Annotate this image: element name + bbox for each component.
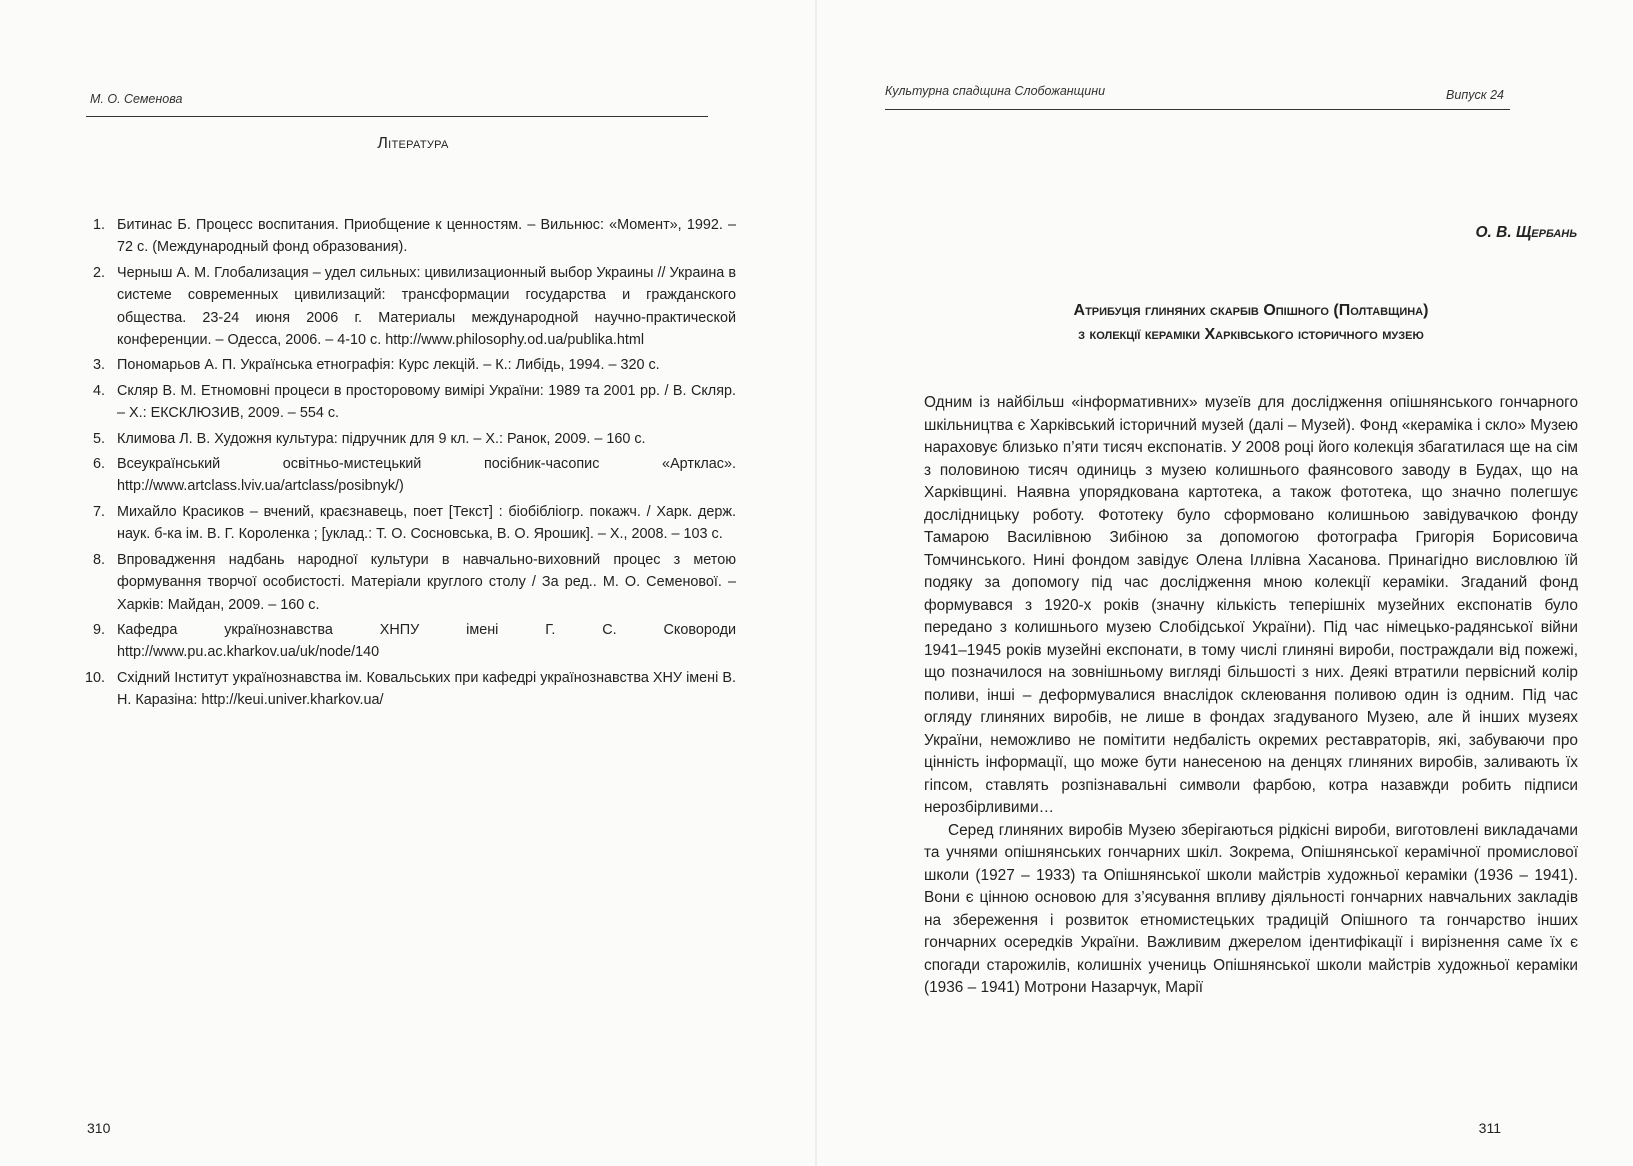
running-head-issue: Випуск 24 [1446, 88, 1504, 102]
page-number: 311 [1478, 1120, 1501, 1136]
reference-text: Битинас Б. Процесс воспитания. Приобщение к ценностям. – Вильнюс: «Момент», 1992. – 72 с. (Международный фонд образования). [117, 217, 736, 256]
reference-number: 8. [92, 551, 105, 568]
reference-item [85, 262, 736, 352]
reference-item [85, 214, 736, 259]
reference-text: Черныш А. М. Глобализация – удел сильных: цивилизационный выбор Украины // Украина в системе современных цивилизаций: трансформации государства и гражданского общества. 23-24 июня 2006 г. Материалы международной научно-практической конференции. – Одесса, 2006. – 4-10 с. http://www.philosophy.od.ua/publika.html [117, 264, 736, 349]
article-body [924, 392, 1578, 1000]
running-head-author: М. О. Семенова [90, 92, 183, 106]
reference-number: 10. [85, 669, 106, 686]
page-number: 310 [87, 1120, 111, 1136]
reference-number: 4. [92, 382, 105, 399]
right-page [816, 0, 1633, 1166]
reference-item [85, 501, 736, 546]
reference-item [85, 667, 736, 712]
article-title [926, 299, 1576, 347]
reference-item [85, 549, 736, 616]
article-title-line-2: з колекції кераміки Харківського історичного музею [1078, 326, 1424, 343]
reference-number: 6. [92, 456, 105, 473]
reference-item [85, 354, 736, 376]
reference-item [85, 453, 736, 498]
reference-number: 2. [92, 264, 105, 281]
reference-text: Михайло Красиков – вчений, краєзнавець, поет [Текст] : біобібліогр. покажч. / Харк. держ. наук. б-ка ім. В. Г. Короленка ; [уклад.: Т. О. Сосновська, В. О. Ярошик]. – Х., 2008. – 103 с. [117, 503, 736, 543]
reference-text: Кафедра українознавства ХНПУ імені Г. С. Сковороди http://www.pu.ac.kharkov.ua/uk/node/140 [117, 621, 736, 661]
reference-item [85, 380, 736, 425]
reference-text: Пономарьов А. П. Українська етнографія: Курс лекцій. – К.: Либідь, 1994. – 320 с. [117, 357, 660, 374]
reference-text: Скляр В. М. Етномовні процеси в просторовому вимірі України: 1989 та 2001 рр. / В. Скляр. – Х.: ЕКСКЛЮЗИВ, 2009. – 554 с. [117, 382, 736, 422]
article-author [1475, 224, 1577, 242]
reference-number: 3. [92, 357, 105, 374]
header-rule [86, 116, 708, 117]
reference-number: 5. [92, 430, 105, 447]
reference-number: 1. [92, 217, 105, 233]
reference-text: Впровадження надбань народної культури в навчально-виховний процес з метою формування творчої особистості. Матеріали круглого столу / За ред.. М. О. Семенової. – Харків: Майдан, 2009. – 160 с. [117, 551, 736, 613]
reference-number: 9. [92, 621, 105, 638]
article-title-line-1: Атрибуція глиняних скарбів Опішного (Полтавщина) [1073, 302, 1429, 319]
left-page [0, 0, 816, 1166]
section-title: Література [377, 135, 449, 152]
reference-number: 7. [92, 503, 105, 520]
running-head-journal: Культурна спадщина Слобожанщини [885, 84, 1106, 98]
author-initials: О. В. [1475, 224, 1512, 241]
header-rule [885, 109, 1510, 110]
reference-text: Східний Інститут українознавства ім. Ковальських при кафедрі українознавства ХНУ імені В. Н. Каразіна: http://keui.univer.kharkov.ua/ [117, 669, 736, 709]
reference-item [85, 619, 736, 664]
paragraph: Серед глиняних виробів Музею зберігаються рідкісні вироби, виготовлені викладачами та учнями опішнянських гончарних шкіл. Зокрема, Опішнянської керамічної промислової школи (1927 – 1933) та Опішнянської школи майстрів художньої кераміки (1936 – 1941). Вони є цінною основою для з’ясування впливу діяльності гончарних навчальних закладів на збереження і розвиток етномистецьких традицій Опішного та гончарство інших гончарних осередків України. Важливим джерелом ідентифікації і вирізнення саме їх є спогади старожилів, колишніх учениць Опішнянської школи майстрів художньої кераміки (1936 – 1941) Мотрони Назарчук, Марії [924, 821, 1578, 996]
reference-text: Всеукраїнський освітньо-мистецький посібник-часопис «Артклас». http://www.artclass.lviv.ua/artclass/posibnyk/) [117, 456, 736, 495]
paragraph: Одним із найбільш «інформативних» музеїв для дослідження опішнянського гончарного шкільництва є Харківський історичний музей (далі – Музей). Фонд «кераміка і скло» Музею нараховує близько п’яти тисяч експонатів. У 2008 році його колекція збагатилася ще на сім з половиною тисяч одиниць з музею колишнього фаянсового заводу в Будах, що на Харківщині. Наявна упорядкована картотека, а також фототека, що значно полегшує дослідницьку роботу. Фототеку було сформовано колишньою завідувачкою фонду Тамарою Василівною Зибіною за допомогою фотографа Григорія Борисовича Томчинського. Нині фондом завідує Олена Іллівна Хасанова. Принагідно висловлюю їй подяку за допомогу під час дослідження мною колекції кераміки. Згаданий фонд формувався з 1920-х років (значну кількість теперішніх музейних експонатів було передано з колишнього музею Слобідської України). Під час німецько-радянської війни 1941–1945 років музейні експонати, в тому числі глиняні вироби, постраждали від пожежі, що позначилося на зовнішньому вигляді більшості з них. Деякі втратили первісний колір поливи, інші – деформувалися внаслідок склеювання поливою один із одним. Під час огляду глиняних виробів, не лише в фондах згадуваного Музею, але й інших музеях України, неможливо не помітити недбалість окремих реставраторів, які, забуваючи про цінність інформації, що може бути нанесеною на денцях глиняних виробів, заливають їх гіпсом, ставлять розпізнавальні символи фарбою, котра назавжди робить підписи нерозбірливими… [924, 394, 1578, 816]
author-surname: Щербань [1515, 224, 1577, 241]
reference-item [85, 428, 736, 450]
reference-text: Климова Л. В. Художня культура: підручник для 9 кл. – Х.: Ранок, 2009. – 160 с. [117, 430, 646, 447]
reference-list [85, 214, 736, 715]
